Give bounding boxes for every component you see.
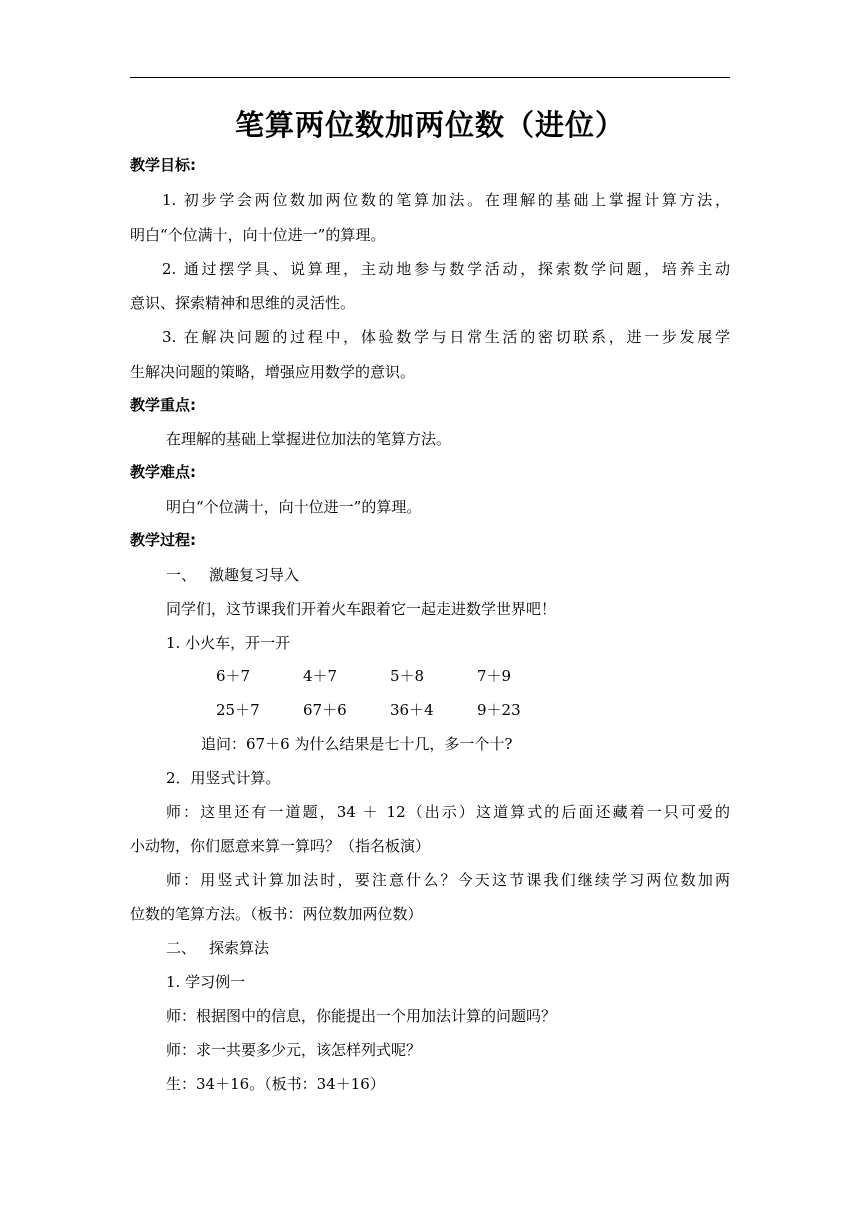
- step-2-label: 2．用竖式计算。: [166, 769, 281, 787]
- example-1-label: 1. 学习例一: [166, 973, 246, 991]
- objective-1-line-2: 明白“个位满十，向十位进一”的算理。: [130, 226, 386, 244]
- key-point-text: 在理解的基础上掌握进位加法的笔算方法。: [166, 430, 452, 448]
- step-1-label: 1. 小火车，开一开: [166, 634, 291, 652]
- student-1-text: 生：34＋16。（板书：34＋16）: [166, 1075, 385, 1093]
- key-point-heading: 教学重点:: [130, 396, 196, 414]
- header-rule: [130, 77, 730, 78]
- objective-3-line-2: 生解决问题的策略，增强应用数学的意识。: [130, 363, 416, 381]
- document-title: 笔算两位数加两位数（进位）: [234, 108, 625, 142]
- section-2-number: 二、: [166, 939, 197, 957]
- exercise-r1-c4: 7＋9: [477, 667, 512, 685]
- teacher-3-text: 师：根据图中的信息，你能提出一个用加法计算的问题吗？: [166, 1007, 557, 1025]
- process-heading: 教学过程:: [130, 531, 196, 549]
- follow-up-question: 追问：67＋6 为什么结果是七十几，多一个十?: [201, 735, 513, 753]
- teacher-1-line-1: 师：这里还有一道题，34 ＋ 12（出示）这道算式的后面还藏着一只可爱的: [166, 803, 730, 821]
- exercise-r2-c4: 9＋23: [477, 701, 521, 719]
- section-2-title: 探索算法: [209, 939, 270, 957]
- objectives-heading: 教学目标:: [130, 156, 196, 174]
- exercise-r1-c1: 6＋7: [216, 667, 251, 685]
- teacher-2-line-1: 师：用竖式计算加法时，要注意什么？今天这节课我们继续学习两位数加两: [166, 871, 730, 889]
- exercise-r2-c3: 36＋4: [390, 701, 434, 719]
- teacher-4-text: 师：求一共要多少元，该怎样列式呢？: [166, 1041, 422, 1059]
- objective-1-line-1: 1. 初步学会两位数加两位数的笔算加法。在理解的基础上掌握计算方法，: [162, 191, 730, 209]
- exercise-r2-c1: 25＋7: [216, 701, 260, 719]
- exercise-r1-c3: 5＋8: [390, 667, 425, 685]
- exercise-r1-c2: 4＋7: [303, 667, 338, 685]
- teacher-2-line-2: 位数的笔算方法。（板书：两位数加两位数）: [130, 905, 423, 923]
- section-1-number: 一、: [166, 566, 197, 584]
- objective-2-line-1: 2. 通过摆学具、说算理，主动地参与数学活动，探索数学问题，培养主动: [162, 260, 730, 278]
- exercise-r2-c2: 67＋6: [303, 701, 347, 719]
- objective-2-line-2: 意识、探索精神和思维的灵活性。: [130, 294, 356, 312]
- difficulty-text: 明白“个位满十，向十位进一”的算理。: [166, 498, 422, 516]
- intro-text: 同学们，这节课我们开着火车跟着它一起走进数学世界吧！: [166, 600, 557, 618]
- difficulty-heading: 教学难点:: [130, 463, 196, 481]
- objective-3-line-1: 3. 在解决问题的过程中，体验数学与日常生活的密切联系，进一步发展学: [162, 328, 730, 346]
- section-1-title: 激趣复习导入: [209, 566, 300, 584]
- teacher-1-line-2: 小动物，你们愿意来算一算吗？（指名板演）: [130, 837, 431, 855]
